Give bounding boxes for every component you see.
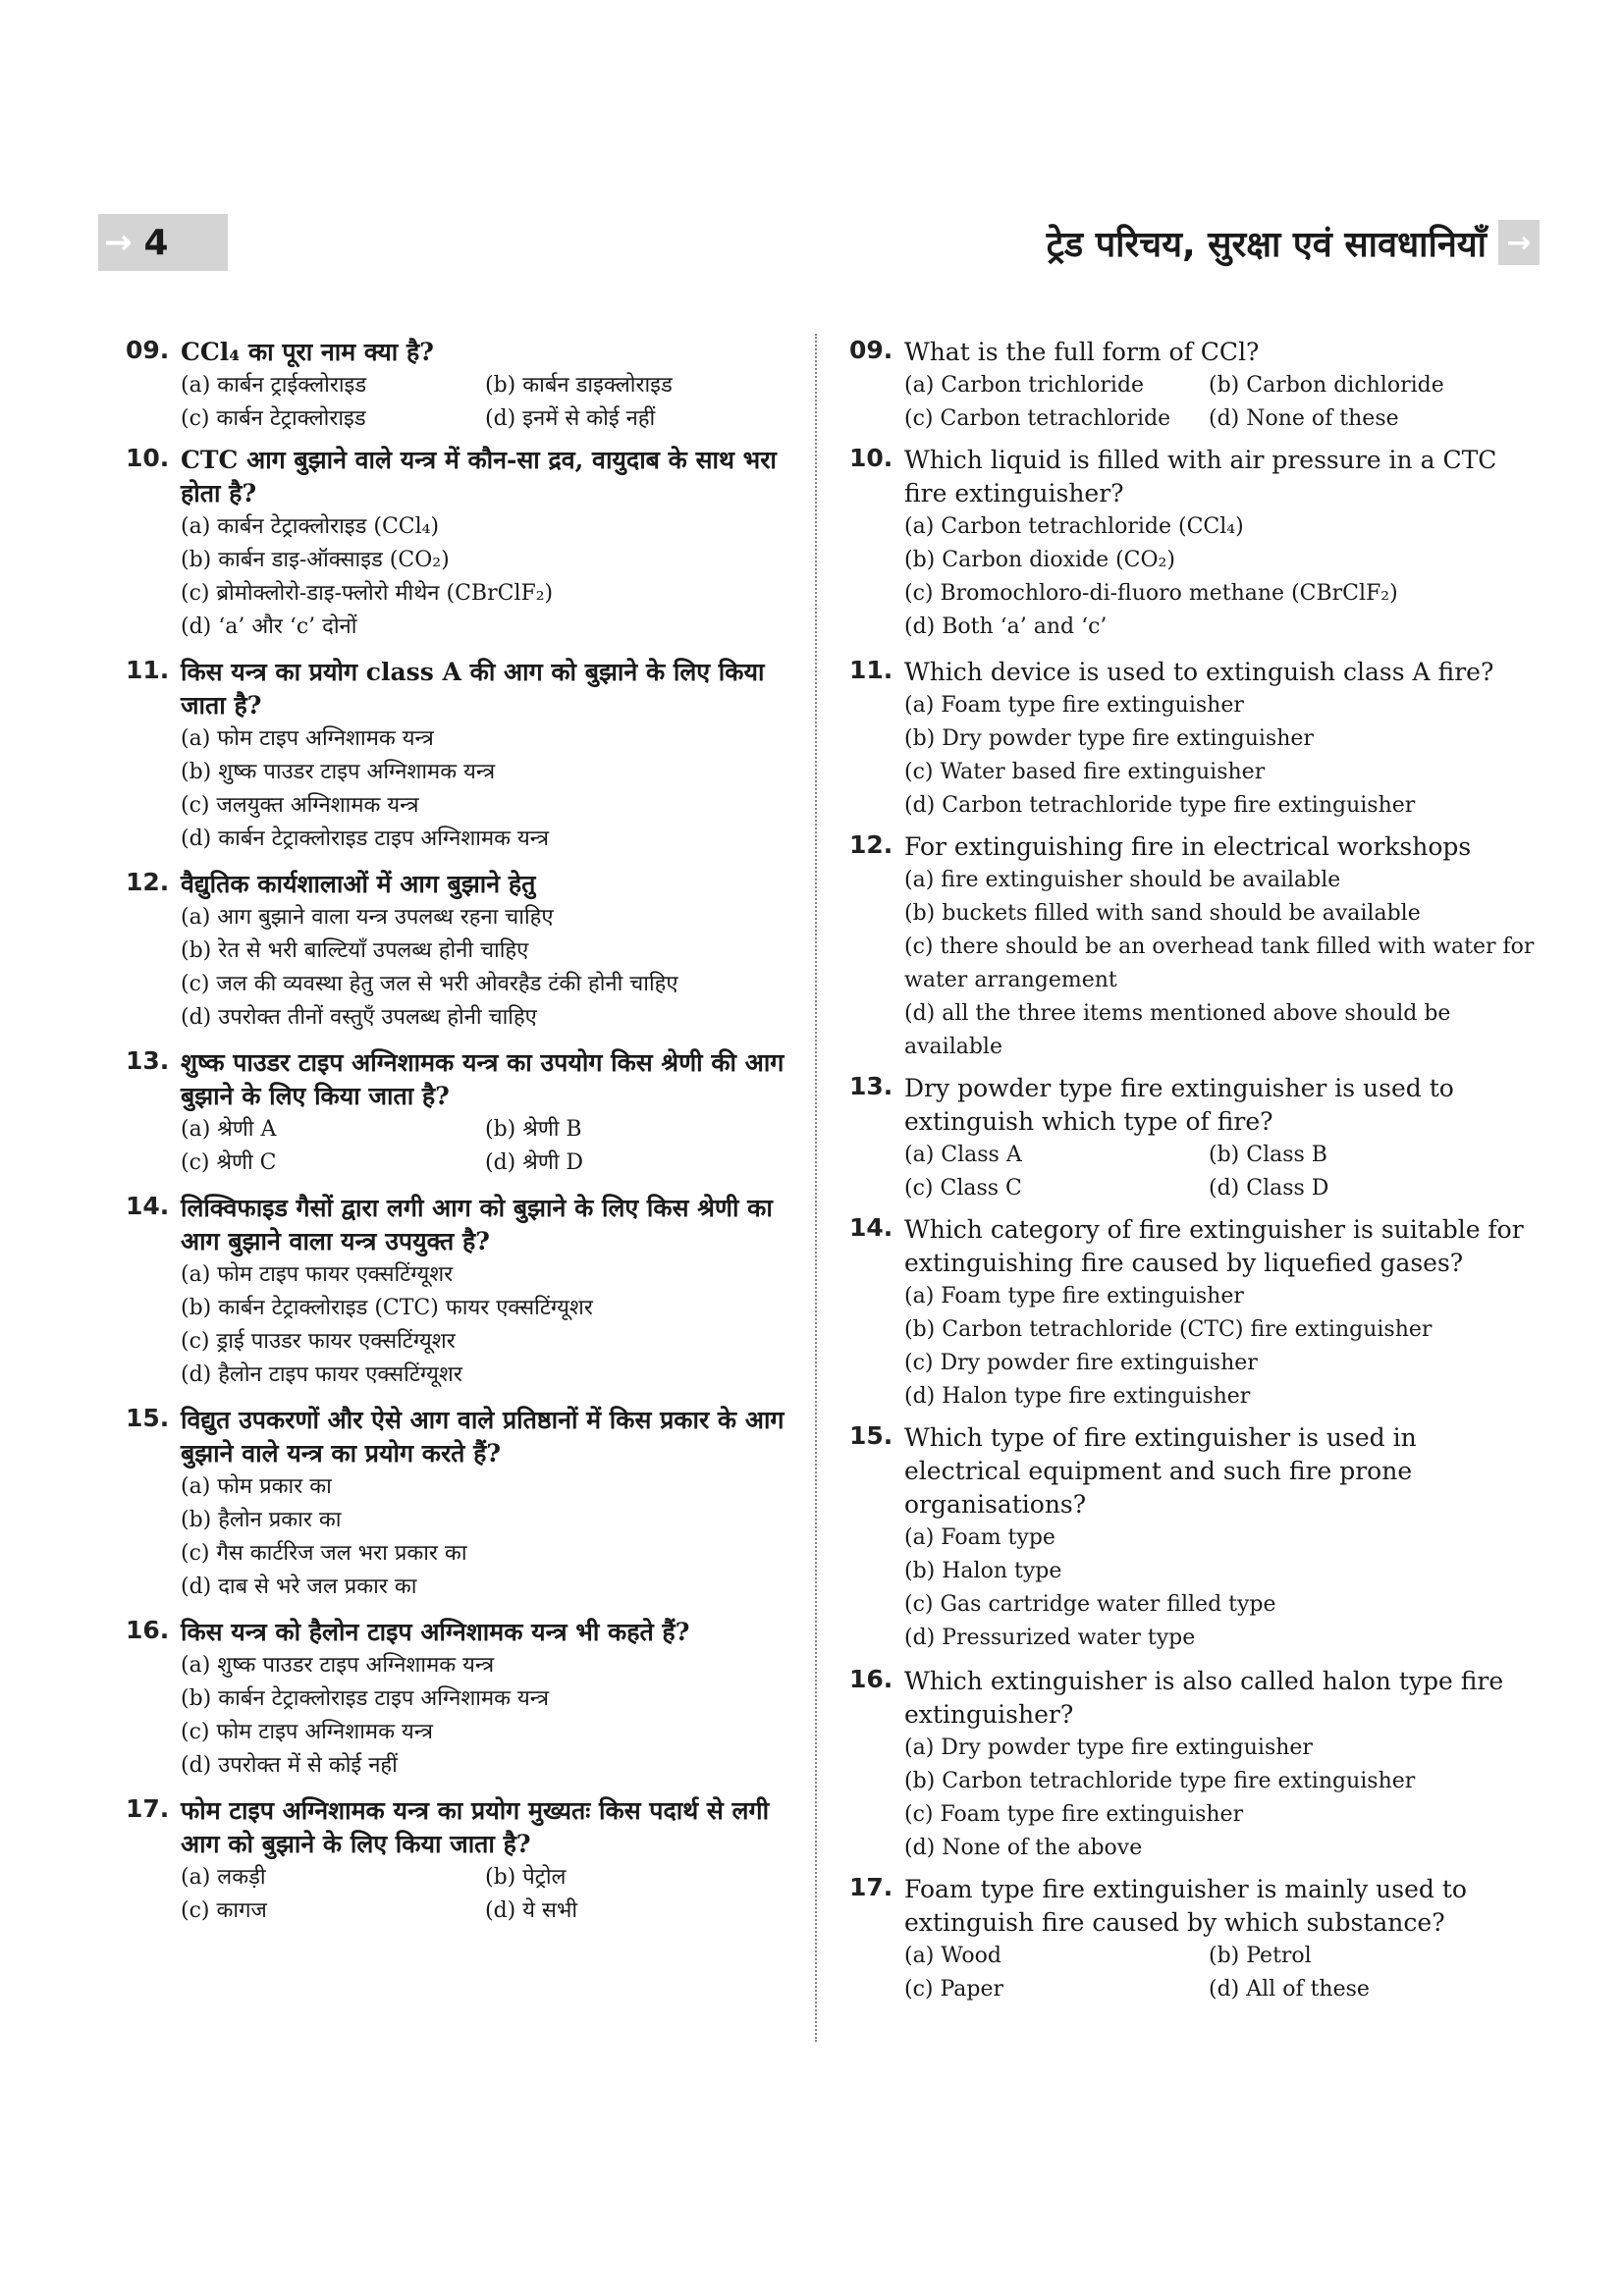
option-item: (b) कार्बन डाइ-ऑक्साइड (CO₂) <box>181 548 450 572</box>
option-item: (a) Dry powder type fire extinguisher <box>904 1735 1313 1760</box>
option-item: (c) Gas cartridge water filled type <box>904 1592 1276 1617</box>
option-item: (a) Carbon tetrachloride (CCl₄) <box>904 514 1244 539</box>
options-list <box>181 722 803 856</box>
option-item: (a) शुष्क पाउडर टाइप अग्निशामक यन्त्र <box>181 1653 495 1678</box>
question-number: 14. <box>849 1213 893 1242</box>
question-item <box>849 656 1537 823</box>
question-number: 14. <box>126 1192 170 1220</box>
option-item: (c) Water based fire extinguisher <box>904 760 1266 784</box>
option-item: (d) श्रेणी D <box>485 1150 584 1175</box>
options-list <box>181 1470 803 1604</box>
question-number: 12. <box>849 830 893 859</box>
question-number: 12. <box>126 868 170 896</box>
option-item: (a) फोम टाइप फायर एक्सटिंग्यूशर <box>181 1262 454 1287</box>
option-item: (b) Halon type <box>904 1559 1062 1583</box>
question-text: फोम टाइप अग्निशामक यन्त्र का प्रयोग मुख्यतः किस पदार्थ से लगी आग को बुझाने के लिए किया जाता है? <box>181 1796 770 1858</box>
options-list <box>904 1940 1537 2006</box>
question-text: CTC आग बुझाने वाले यन्त्र में कौन-सा द्रव, वायुदाब के साथ भरा होता है? <box>181 446 777 507</box>
option-item: (b) Carbon dichloride <box>1209 373 1444 398</box>
chapter-title: ट्रेड परिचय, सुरक्षा एवं सावधानियाँ <box>1046 224 1487 265</box>
question-item <box>126 1404 803 1604</box>
column-divider <box>815 334 817 2042</box>
option-item: (b) हैलोन प्रकार का <box>181 1508 342 1532</box>
option-item: (b) Dry powder type fire extinguisher <box>904 726 1314 751</box>
question-item <box>849 1665 1537 1865</box>
option-item: (b) Class B <box>1209 1143 1327 1167</box>
option-item: (d) इनमें से कोई नहीं <box>485 406 656 431</box>
arrow-right-icon: → <box>104 223 133 262</box>
question-text: Which category of fire extinguisher is suitable for extinguishing fire caused by liquefied gases? <box>904 1215 1524 1277</box>
question-item <box>126 1046 803 1180</box>
option-item: (c) गैस कार्टरिज जल भरा प्रकार का <box>181 1541 467 1566</box>
question-text: Which type of fire extinguisher is used in electrical equipment and such fire prone organisations? <box>904 1423 1417 1519</box>
option-item: (c) जल की व्यवस्था हेतु जल से भरी ओवरहैड टंकी होनी चाहिए <box>181 972 678 996</box>
option-item: (a) Class A <box>904 1143 1022 1167</box>
question-item <box>126 868 803 1035</box>
question-item <box>126 1192 803 1392</box>
question-text: Dry powder type fire extinguisher is used to extinguish which type of fire? <box>904 1074 1454 1136</box>
question-item <box>126 1616 803 1783</box>
option-item: (b) Petrol <box>1209 1944 1312 1968</box>
option-item: (b) रेत से भरी बाल्टियाँ उपलब्ध होनी चाहिए <box>181 938 529 963</box>
question-number: 13. <box>849 1072 893 1100</box>
option-item: (d) None of these <box>1209 406 1399 431</box>
question-text: For extinguishing fire in electrical workshops <box>904 832 1472 861</box>
question-text: What is the full form of CCl? <box>904 338 1260 366</box>
question-text: किस यन्त्र को हैलोन टाइप अग्निशामक यन्त्र भी कहते हैं? <box>181 1618 690 1646</box>
question-item <box>126 336 803 436</box>
option-item: (a) कार्बन टेट्राक्लोराइड (CCl₄) <box>181 514 440 539</box>
question-number: 09. <box>126 336 170 364</box>
options-list <box>181 901 803 1035</box>
hindi-column <box>126 336 803 1928</box>
options-list <box>181 369 803 436</box>
options-list <box>904 510 1537 644</box>
option-item: (a) फोम प्रकार का <box>181 1474 332 1499</box>
option-item: (c) कार्बन टेट्राक्लोराइड <box>181 406 366 431</box>
option-item: (a) लकड़ी <box>181 1865 266 1890</box>
option-item: (a) Carbon trichloride <box>904 373 1145 398</box>
option-item: (b) कार्बन डाइक्लोराइड <box>485 373 673 398</box>
question-number: 15. <box>126 1404 170 1432</box>
question-number: 17. <box>126 1794 170 1823</box>
option-item: (d) उपरोक्त तीनों वस्तुएँ उपलब्ध होनी चाहिए <box>181 1005 537 1030</box>
page-number: 4 <box>143 222 169 263</box>
question-text: Which device is used to extinguish class A fire? <box>904 658 1494 686</box>
option-item: (b) Carbon tetrachloride (CTC) fire extinguisher <box>904 1317 1433 1342</box>
option-item: (a) Foam type fire extinguisher <box>904 693 1244 718</box>
options-list <box>181 1861 803 1928</box>
option-item: (a) Wood <box>904 1944 1001 1968</box>
option-item: (b) Carbon dioxide (CO₂) <box>904 548 1175 572</box>
option-item: (c) there should be an overhead tank filled with water for water arrangement <box>904 934 1535 992</box>
question-number: 10. <box>849 444 893 472</box>
options-list <box>181 510 803 644</box>
question-item <box>849 1072 1537 1205</box>
option-item: (c) Class C <box>904 1176 1022 1201</box>
option-item: (d) Class D <box>1209 1176 1329 1201</box>
options-list <box>904 1732 1537 1865</box>
option-item: (b) कार्बन टेट्राक्लोराइड (CTC) फायर एक्सटिंग्यूशर <box>181 1296 593 1320</box>
option-item: (c) Bromochloro-di-fluoro methane (CBrClF₂) <box>904 581 1398 606</box>
question-text: वैद्युतिक कार्यशालाओं में आग बुझाने हेतु <box>181 870 536 898</box>
option-item: (c) Paper <box>904 1977 1004 2002</box>
question-item <box>849 444 1537 644</box>
option-item: (a) फोम टाइप अग्निशामक यन्त्र <box>181 726 434 751</box>
option-item: (a) Foam type <box>904 1525 1055 1550</box>
question-item <box>849 1213 1537 1414</box>
option-item: (c) Dry powder fire extinguisher <box>904 1351 1258 1375</box>
question-item <box>849 1421 1537 1655</box>
option-item: (c) फोम टाइप अग्निशामक यन्त्र <box>181 1720 434 1744</box>
options-list <box>181 1649 803 1783</box>
option-item: (d) Carbon tetrachloride type fire extinguisher <box>904 793 1416 818</box>
option-item: (b) Carbon tetrachloride type fire extinguisher <box>904 1769 1416 1793</box>
question-text: Foam type fire extinguisher is mainly used to extinguish fire caused by which substance? <box>904 1875 1467 1937</box>
page-header <box>0 214 1623 273</box>
option-item: (d) कार्बन टेट्राक्लोराइड टाइप अग्निशामक यन्त्र <box>181 827 550 851</box>
option-item: (b) buckets filled with sand should be available <box>904 901 1421 926</box>
question-item <box>126 1794 803 1928</box>
question-text: CCl₄ का पूरा नाम क्या है? <box>181 338 434 366</box>
question-number: 10. <box>126 444 170 472</box>
page-number-box <box>98 214 228 271</box>
question-text: विद्युत उपकरणों और ऐसे आग वाले प्रतिष्ठानों में किस प्रकार के आग बुझाने वाले यन्त्र का प्रयोग करते हैं? <box>181 1406 784 1468</box>
option-item: (a) Foam type fire extinguisher <box>904 1284 1244 1308</box>
question-number: 11. <box>126 656 170 684</box>
option-item: (c) श्रेणी C <box>181 1150 277 1175</box>
option-item: (b) पेट्रोल <box>485 1865 567 1890</box>
question-text: किस यन्त्र का प्रयोग class A की आग को बुझाने के लिए किया जाता है? <box>181 658 765 720</box>
options-list <box>904 369 1537 436</box>
question-item <box>849 336 1537 436</box>
option-item: (d) All of these <box>1209 1977 1370 2002</box>
question-number: 15. <box>849 1421 893 1450</box>
question-item <box>849 830 1537 1064</box>
option-item: (d) Halon type fire extinguisher <box>904 1384 1251 1409</box>
option-item: (c) Foam type fire extinguisher <box>904 1802 1244 1827</box>
option-item: (b) कार्बन टेट्राक्लोराइड टाइप अग्निशामक यन्त्र <box>181 1686 550 1711</box>
chapter-heading <box>1047 214 1540 271</box>
option-item: (c) ड्राई पाउडर फायर एक्सटिंग्यूशर <box>181 1329 456 1354</box>
options-list <box>904 864 1537 1064</box>
options-list <box>904 1522 1537 1655</box>
option-item: (a) कार्बन ट्राईक्लोराइड <box>181 373 367 398</box>
option-item: (d) None of the above <box>904 1836 1143 1860</box>
option-item: (d) Both ‘a’ and ‘c’ <box>904 614 1108 639</box>
option-item: (d) ये सभी <box>485 1898 578 1923</box>
option-item: (d) Pressurized water type <box>904 1626 1196 1650</box>
question-number: 13. <box>126 1046 170 1075</box>
options-list <box>181 1258 803 1392</box>
option-item: (c) जलयुक्त अग्निशामक यन्त्र <box>181 793 419 818</box>
question-item <box>849 1873 1537 2006</box>
options-list <box>181 1113 803 1180</box>
question-number: 16. <box>849 1665 893 1693</box>
option-item: (d) हैलोन टाइप फायर एक्सटिंग्यूशर <box>181 1362 462 1387</box>
options-list <box>904 1139 1537 1205</box>
english-column <box>849 336 1537 2006</box>
options-list <box>904 689 1537 823</box>
question-number: 17. <box>849 1873 893 1901</box>
question-item <box>126 444 803 644</box>
question-number: 16. <box>126 1616 170 1644</box>
option-item: (a) fire extinguisher should be available <box>904 868 1341 892</box>
question-number: 09. <box>849 336 893 364</box>
question-text: Which liquid is filled with air pressure in a CTC fire extinguisher? <box>904 446 1497 507</box>
option-item: (d) all the three items mentioned above should be available <box>904 1001 1451 1059</box>
question-number: 11. <box>849 656 893 684</box>
arrow-right-icon: → <box>1498 220 1540 265</box>
question-text: शुष्क पाउडर टाइप अग्निशामक यन्त्र का उपयोग किस श्रेणी की आग बुझाने के लिए किया जाता है? <box>181 1048 784 1110</box>
option-item: (c) ब्रोमोक्लोरो-डाइ-फ्लोरो मीथेन (CBrClF₂) <box>181 581 554 606</box>
option-item: (b) शुष्क पाउडर टाइप अग्निशामक यन्त्र <box>181 760 496 784</box>
option-item: (a) आग बुझाने वाला यन्त्र उपलब्ध रहना चाहिए <box>181 905 554 930</box>
option-item: (a) श्रेणी A <box>181 1117 277 1142</box>
option-item: (c) Carbon tetrachloride <box>904 406 1171 431</box>
options-list <box>904 1280 1537 1414</box>
option-item: (d) दाब से भरे जल प्रकार का <box>181 1575 417 1599</box>
option-item: (d) ‘a’ और ‘c’ दोनों <box>181 614 357 639</box>
question-text: लिक्विफाइड गैसों द्वारा लगी आग को बुझाने के लिए किस श्रेणी का आग बुझाने वाला यन्त्र उपयुक्त है? <box>181 1194 773 1255</box>
option-item: (b) श्रेणी B <box>485 1117 582 1142</box>
option-item: (d) उपरोक्त में से कोई नहीं <box>181 1753 398 1778</box>
question-item <box>126 656 803 856</box>
question-text: Which extinguisher is also called halon type fire extinguisher? <box>904 1667 1504 1729</box>
option-item: (c) कागज <box>181 1898 267 1923</box>
